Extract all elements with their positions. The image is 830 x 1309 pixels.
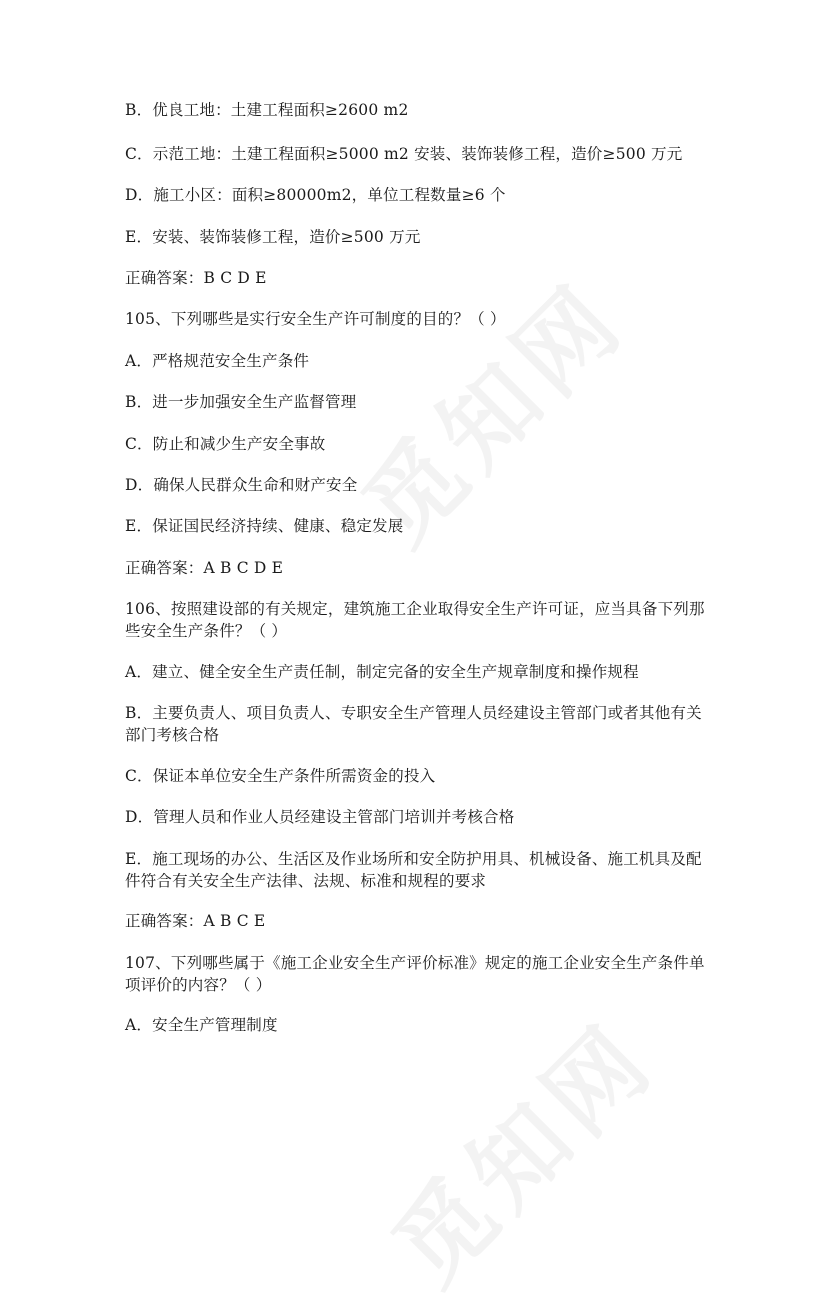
option-e: E．施工现场的办公、生活区及作业场所和安全防护用具、机械设备、施工机具及配件符合有关安全生产法律、法规、标准和规程的要求 bbox=[125, 850, 702, 890]
answer: 正确答案：A B C D E bbox=[125, 559, 284, 577]
option-e: E．保证国民经济持续、健康、稳定发展 bbox=[125, 517, 404, 535]
option-d: D．管理人员和作业人员经建设主管部门培训并考核合格 bbox=[125, 808, 515, 826]
option-b: B．主要负责人、项目负责人、专职安全生产管理人员经建设主管部门或者其他有关部门考核合格 bbox=[125, 704, 702, 744]
question-107: 107、下列哪些属于《施工企业安全生产评价标准》规定的施工企业安全生产条件单项评价的内容？（ ） bbox=[125, 954, 705, 994]
option-c: C．保证本单位安全生产条件所需资金的投入 bbox=[125, 767, 436, 785]
question-106: 106、按照建设部的有关规定，建筑施工企业取得安全生产许可证，应当具备下列那些安全生产条件？（ ） bbox=[125, 600, 705, 640]
option-b: B．进一步加强安全生产监督管理 bbox=[125, 393, 357, 411]
answer: 正确答案：A B C E bbox=[125, 912, 266, 930]
option-d: D．确保人民群众生命和财产安全 bbox=[125, 476, 358, 494]
question-105: 105、下列哪些是实行安全生产许可制度的目的？（ ） bbox=[125, 310, 506, 328]
option-b: B．优良工地：土建工程面积≥2600 m2 bbox=[125, 101, 409, 119]
option-a: A．建立、健全安全生产责任制，制定完备的安全生产规章制度和操作规程 bbox=[125, 663, 639, 681]
option-a: A．安全生产管理制度 bbox=[125, 1016, 278, 1034]
option-a: A．严格规范安全生产条件 bbox=[125, 352, 310, 370]
option-c: C．防止和减少生产安全事故 bbox=[125, 435, 326, 453]
answer: 正确答案：B C D E bbox=[125, 269, 267, 287]
option-c: C．示范工地：土建工程面积≥5000 m2 安装、装饰装修工程，造价≥500 万元 bbox=[125, 145, 683, 163]
option-d: D．施工小区：面积≥80000m2，单位工程数量≥6 个 bbox=[125, 186, 506, 204]
option-e: E．安装、装饰装修工程，造价≥500 万元 bbox=[125, 228, 421, 246]
